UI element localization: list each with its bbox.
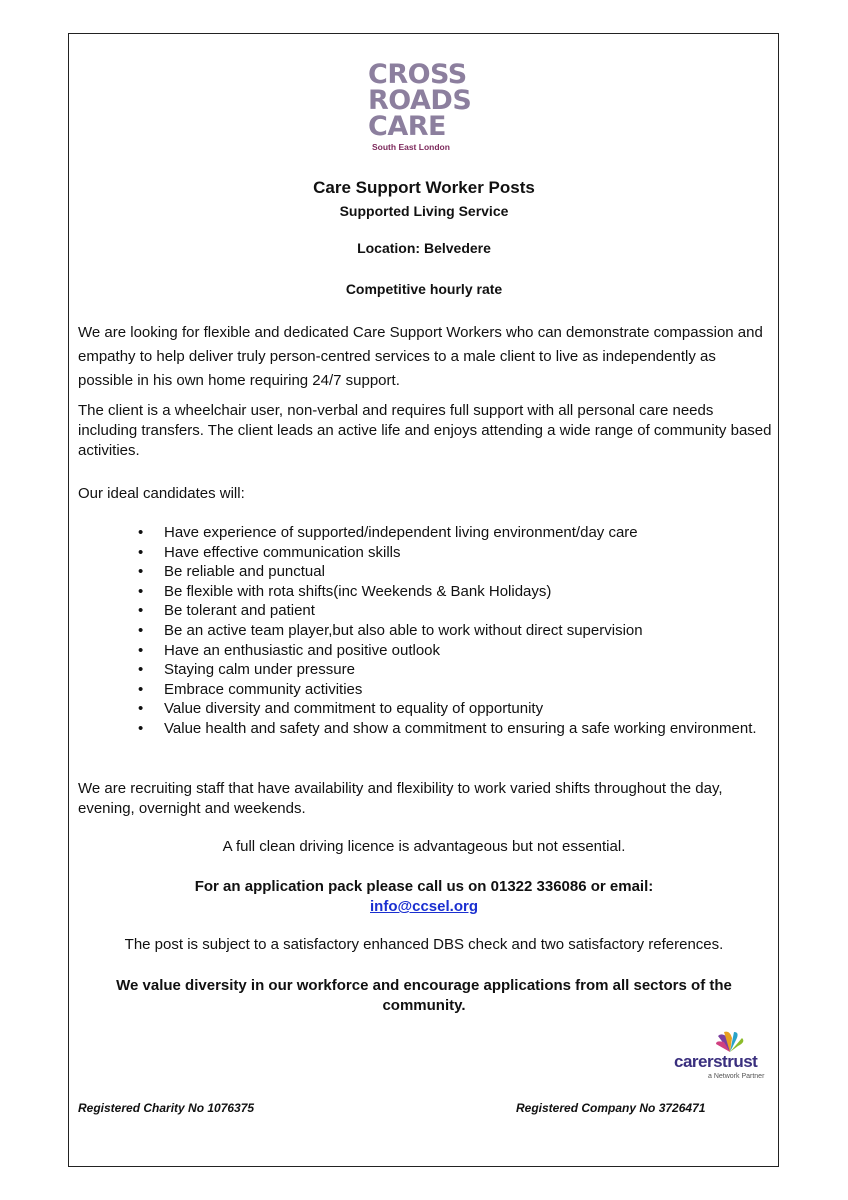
bullet-icon: • (138, 700, 144, 718)
requirement-item (78, 582, 768, 602)
bullet-icon: • (138, 641, 144, 659)
rate-heading: Competitive hourly rate (345, 281, 503, 297)
requirement-item (78, 660, 768, 680)
bullet-icon: • (138, 680, 144, 698)
carers-trust-petals-icon (712, 1030, 748, 1054)
bullet-icon: • (138, 563, 144, 581)
requirement-text: Have effective communication skills (164, 543, 401, 561)
candidates-intro: Our ideal candidates will: (78, 485, 245, 502)
carers-trust-logo (674, 1030, 774, 1085)
logo-region: South East London (372, 142, 450, 152)
bullet-icon: • (138, 719, 144, 737)
location-heading: Location: Belvedere (357, 240, 491, 256)
page-title: Care Support Worker Posts (313, 178, 535, 197)
licence-note: A full clean driving licence is advantageous but not essential. (222, 838, 626, 855)
bullet-icon: • (138, 582, 144, 600)
requirement-text: Embrace community activities (164, 680, 363, 698)
crossroads-care-logo (368, 59, 480, 162)
requirement-item (78, 680, 768, 700)
requirement-text: Value health and safety and show a commitment to ensuring a safe working environment. (164, 719, 757, 737)
requirement-text: Be flexible with rota shifts(inc Weekends & Bank Holidays) (164, 582, 552, 600)
logo-line-1: CROSS (368, 59, 467, 90)
bullet-icon: • (138, 524, 144, 541)
intro-paragraph: We are looking for flexible and dedicated Care Support Workers who can demonstrate compassion and empathy to help deliver truly person-centred services to a male client to live as independently as possible in his own home requiring 24/7 support. (78, 324, 763, 389)
client-paragraph: The client is a wheelchair user, non-verbal and requires full support with all personal care needs including transfers. The client leads an active life and enjoys attending a wide range of community based activities. (78, 402, 772, 459)
charity-number: Registered Charity No 1076375 (78, 1101, 255, 1115)
requirement-item (78, 621, 768, 641)
bullet-icon: • (138, 661, 144, 679)
partner-tagline: a Network Partner (708, 1073, 765, 1080)
requirement-text: Have experience of supported/independent living environment/day care (164, 524, 638, 541)
requirement-item (78, 543, 768, 563)
requirement-text: Be tolerant and patient (164, 602, 315, 620)
bullet-icon: • (138, 543, 144, 561)
requirement-item (78, 523, 768, 543)
shifts-paragraph: We are recruiting staff that have availability and flexibility to work varied shifts throughout the day, evening, overnight and weekends. (78, 780, 723, 817)
requirement-text: Have an enthusiastic and positive outlook (164, 641, 441, 659)
company-number: Registered Company No 3726471 (516, 1101, 706, 1115)
bullet-icon: • (138, 621, 144, 639)
requirement-item (78, 699, 768, 719)
partner-name: carerstrust (674, 1052, 758, 1071)
logo-line-3: CARE (368, 111, 446, 142)
requirement-text: Be reliable and punctual (164, 563, 325, 581)
diversity-statement: We value diversity in our workforce and encourage applications from all sectors of the community. (116, 977, 732, 1014)
dbs-note: The post is subject to a satisfactory enhanced DBS check and two satisfactory references. (124, 936, 724, 953)
requirement-item (78, 601, 768, 621)
application-text: For an application pack please call us on 01322 336086 or email: (194, 878, 654, 895)
requirement-text: Be an active team player,but also able to work without direct supervision (164, 621, 643, 639)
requirement-item (78, 719, 768, 739)
requirement-item (78, 641, 768, 661)
email-link[interactable]: info@ccsel.org (370, 898, 478, 915)
requirement-item (78, 562, 768, 582)
bullet-icon: • (138, 602, 144, 620)
requirements-list (78, 523, 768, 739)
application-info (78, 877, 770, 917)
requirement-text: Value diversity and commitment to equality of opportunity (164, 700, 544, 718)
page-subtitle: Supported Living Service (339, 203, 509, 219)
requirement-text: Staying calm under pressure (164, 661, 355, 679)
logo-line-2: ROADS (368, 85, 472, 116)
